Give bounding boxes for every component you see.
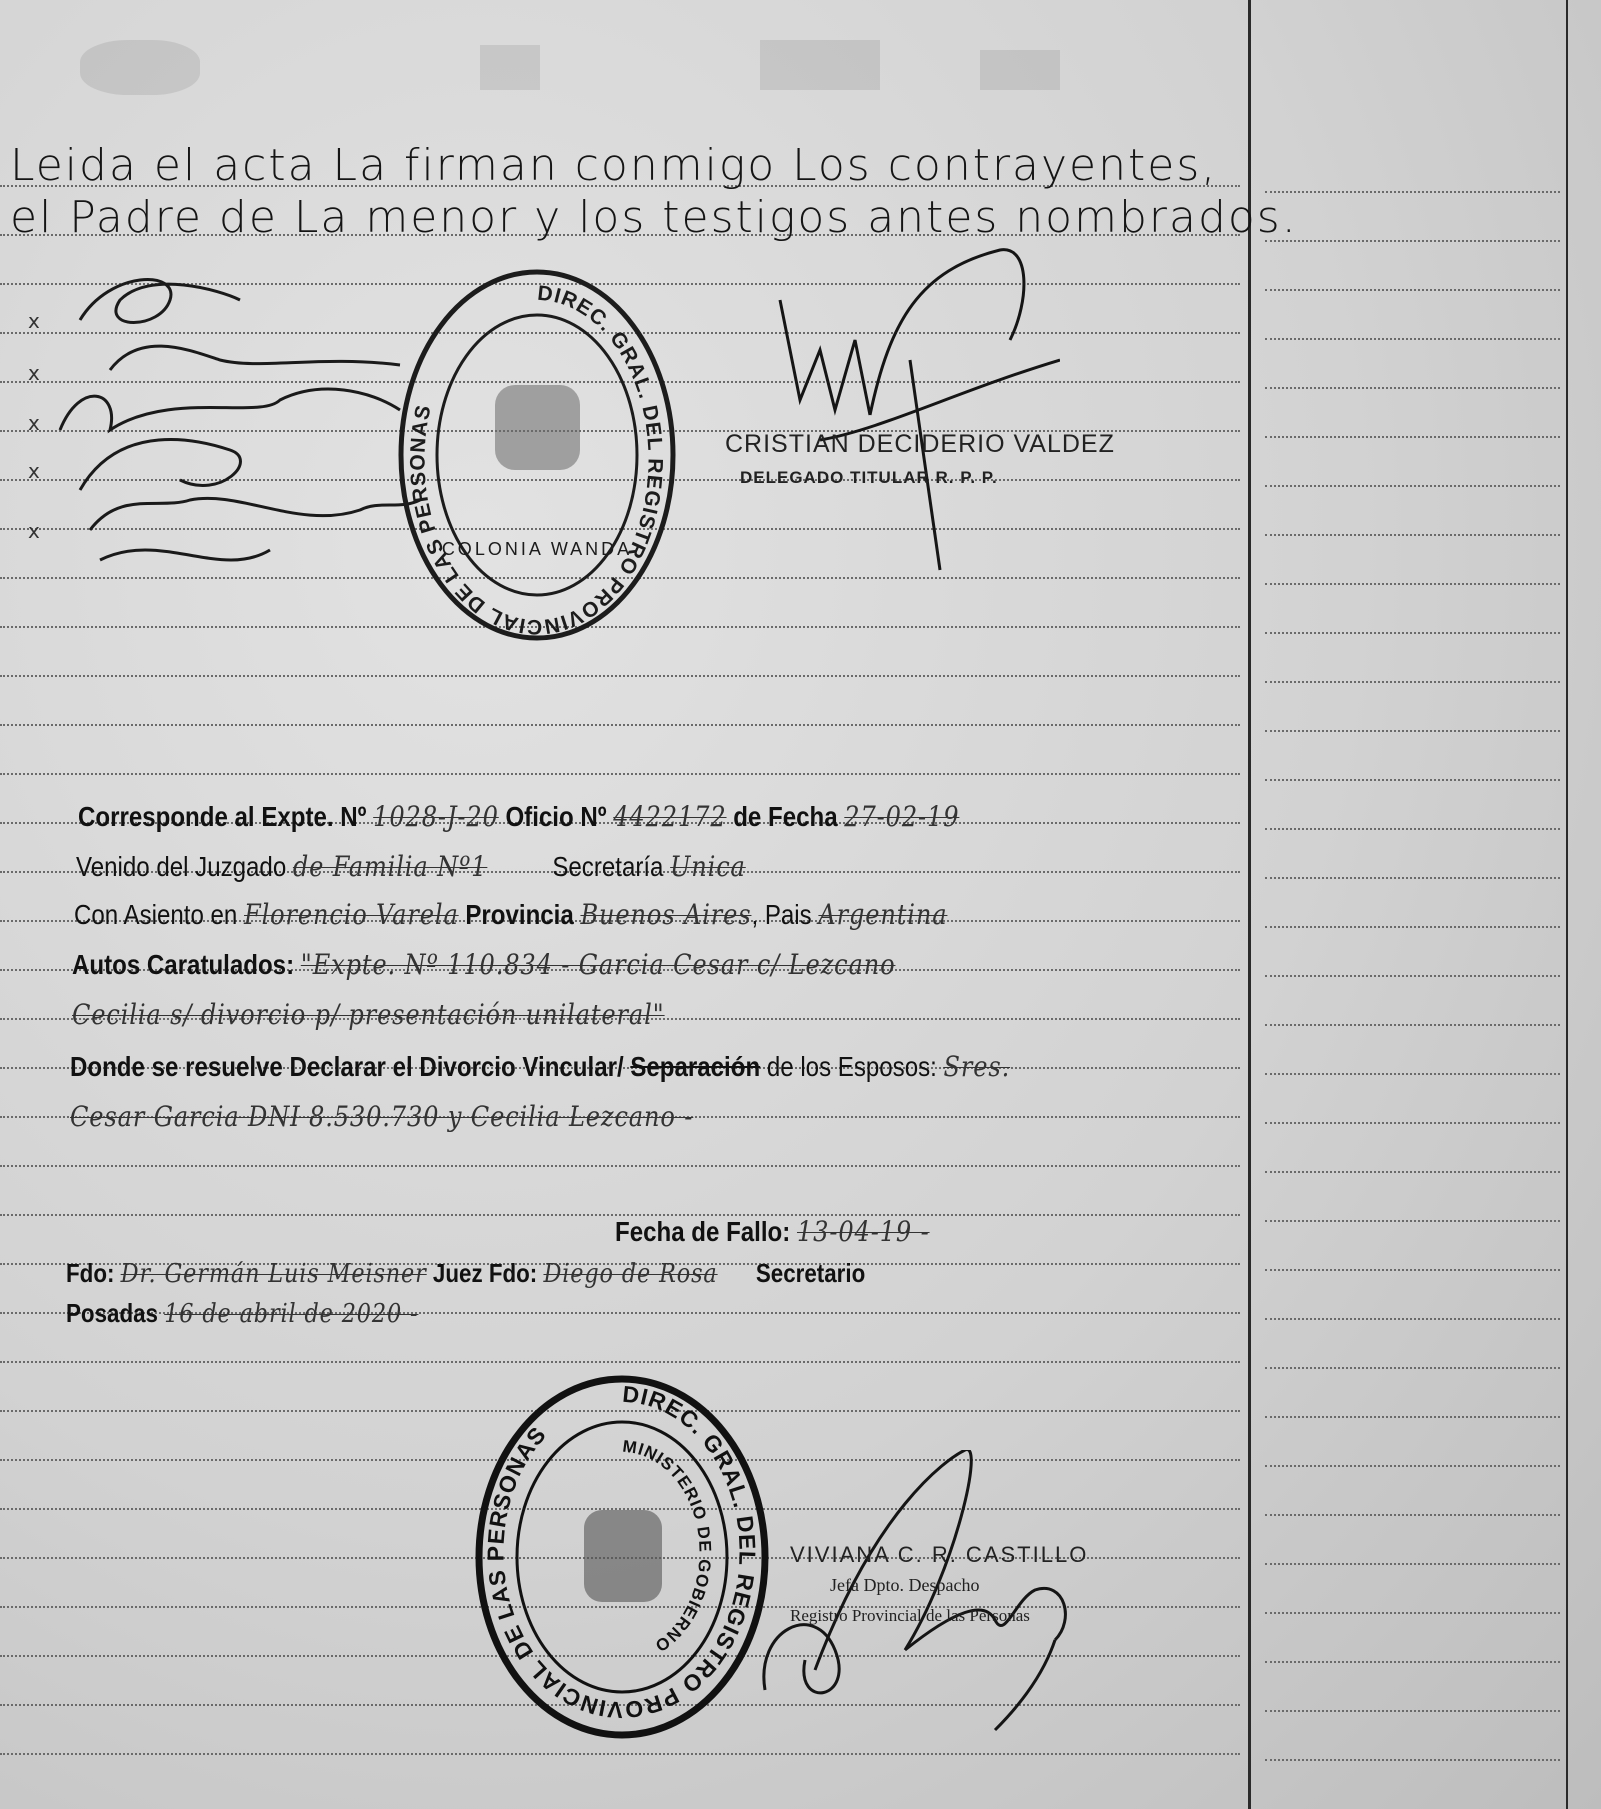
value-pais: Argentina	[818, 898, 948, 931]
ruled-line	[1265, 1220, 1560, 1222]
delegate-name: CRISTIAN DECIDERIO VALDEZ	[725, 430, 1115, 458]
label-expte: Corresponde al Expte. Nº	[78, 801, 367, 832]
ruled-line	[1265, 1563, 1560, 1565]
ruled-line	[1265, 583, 1560, 585]
ruled-line	[0, 1361, 1240, 1363]
ruled-line	[1265, 485, 1560, 487]
handwritten-line-1: Leida el acta La firman conmigo Los contrayentes,	[10, 140, 1218, 191]
form-line-autos	[72, 948, 895, 981]
value-asiento: Florencio Varela	[244, 898, 459, 931]
chief-name: VIVIANA C. R. CASTILLO	[790, 1542, 1089, 1567]
value-fallo: 13-04-19 -	[796, 1215, 930, 1248]
official-stamp-bottom	[472, 1372, 772, 1742]
ruled-line	[1265, 1661, 1560, 1663]
ruled-line	[1265, 975, 1560, 977]
label-fdo: Fdo:	[66, 1258, 115, 1288]
ruled-line	[0, 675, 1240, 677]
delegate-signature	[760, 240, 1060, 580]
ruled-line	[0, 773, 1240, 775]
ruled-line	[1265, 877, 1560, 879]
label-asiento: Con Asiento en	[74, 899, 238, 930]
form-line-fdo	[66, 1258, 865, 1289]
form-line-juzgado	[76, 850, 746, 883]
label-provincia: Provincia	[465, 899, 574, 930]
ruled-line	[1265, 534, 1560, 536]
ruled-line	[1265, 1416, 1560, 1418]
ruled-line	[1265, 681, 1560, 683]
form-line-posadas	[66, 1298, 418, 1329]
value-expte: 1028-J-20	[373, 800, 499, 833]
svg-text:x: x	[28, 361, 40, 385]
value-esposos-2: Cesar Garcia DNI 8.530.730 y Cecilia Lezcano -	[70, 1100, 694, 1133]
svg-text:x: x	[28, 411, 40, 435]
chief-org: Registro Provincial de las Personas	[790, 1606, 1030, 1625]
ruled-line	[1265, 1318, 1560, 1320]
label-posadas: Posadas	[66, 1298, 158, 1328]
ruled-line	[1265, 289, 1560, 291]
label-pais: , Pais	[751, 899, 812, 930]
ruled-line	[1265, 1759, 1560, 1761]
value-autos-1: "Expte. Nº 110.834 - Garcia Cesar c/ Lezcano	[300, 948, 896, 981]
label-juez: Juez Fdo:	[432, 1258, 538, 1288]
ruled-line	[1265, 1122, 1560, 1124]
ruled-line	[1265, 1073, 1560, 1075]
faded-header-marks	[60, 30, 1060, 100]
ruled-line	[1265, 1710, 1560, 1712]
ruled-line	[1265, 1612, 1560, 1614]
handwritten-line-2: el Padre de La menor y los testigos antes nombrados.	[10, 192, 1298, 243]
label-esposos: de los Esposos:	[766, 1051, 937, 1082]
value-juzgado: de Familia Nº1	[292, 850, 488, 883]
ruled-line	[1265, 1269, 1560, 1271]
value-esposos-1: Sres.	[943, 1050, 1011, 1083]
stamp-top-ring-text: DIREC. GRAL. DEL REGISTRO PROVINCIAL DE LAS PERSONAS	[406, 281, 667, 639]
official-stamp-top	[395, 265, 680, 645]
stamp-top-inner-text: COLONIA WANDA	[441, 539, 633, 559]
ruled-line	[1265, 730, 1560, 732]
ruled-line	[0, 724, 1240, 726]
form-line-resuelve	[70, 1050, 1010, 1083]
ruled-line	[1265, 1367, 1560, 1369]
ruled-line	[1265, 240, 1560, 242]
value-oficio: 4422172	[613, 800, 727, 833]
svg-text:x: x	[28, 459, 40, 483]
svg-text:x: x	[28, 309, 40, 333]
label-separacion: Separación	[630, 1051, 761, 1082]
stamp-bottom-ring-text: DIREC. GRAL. DEL REGISTRO PROVINCIAL DE LAS PERSONAS	[482, 1380, 761, 1724]
delegate-title: DELEGADO TITULAR R. P. P.	[740, 468, 998, 487]
ruled-line	[1265, 338, 1560, 340]
form-line-asiento	[74, 898, 947, 931]
value-fecha: 27-02-19	[844, 800, 960, 833]
form-line-esposos	[70, 1100, 693, 1133]
ruled-line	[0, 1753, 1240, 1755]
label-secretaria: Secretaría	[552, 851, 664, 882]
value-secretaria: Unica	[670, 850, 746, 883]
ruled-line	[1265, 926, 1560, 928]
ruled-line	[1265, 1171, 1560, 1173]
label-juzgado: Venido del Juzgado	[76, 851, 287, 882]
value-posadas: 16 de abril de 2020 -	[164, 1299, 419, 1329]
chief-title: Jefa Dpto. Despacho	[830, 1575, 980, 1595]
margin-line-left	[1248, 0, 1251, 1809]
label-resuelve: Donde se resuelve Declarar el Divorcio Vincular/	[70, 1051, 624, 1082]
ruled-line	[1265, 828, 1560, 830]
form-line-expte	[78, 800, 959, 833]
ruled-line	[1265, 779, 1560, 781]
form-line-fallo	[615, 1215, 930, 1248]
value-provincia: Buenos Aires	[580, 898, 752, 931]
label-autos: Autos Caratulados:	[72, 949, 295, 980]
label-secretario: Secretario	[755, 1258, 866, 1288]
ruled-line	[1265, 387, 1560, 389]
value-autos-2: Cecilia s/ divorcio p/ presentación unilateral"	[72, 998, 665, 1031]
ruled-line	[1265, 1465, 1560, 1467]
ruled-line	[0, 1165, 1240, 1167]
ruled-line	[1265, 1514, 1560, 1516]
svg-text:x: x	[28, 519, 40, 543]
value-fdo: Dr. Germán Luis Meisner	[120, 1259, 427, 1289]
label-oficio: Oficio Nº	[505, 801, 607, 832]
form-line-autos-2	[72, 998, 665, 1031]
stamp-bottom-inner-text: MINISTERIO DE GOBIERNO	[621, 1436, 715, 1657]
ruled-line	[1265, 436, 1560, 438]
ruled-line	[1265, 191, 1560, 193]
margin-line-right	[1566, 0, 1568, 1809]
label-fecha: de Fecha	[733, 801, 838, 832]
label-fallo: Fecha de Fallo:	[615, 1216, 791, 1247]
value-secretario: Diego de Rosa	[543, 1259, 718, 1289]
ruled-line	[1265, 632, 1560, 634]
ruled-line	[1265, 1024, 1560, 1026]
